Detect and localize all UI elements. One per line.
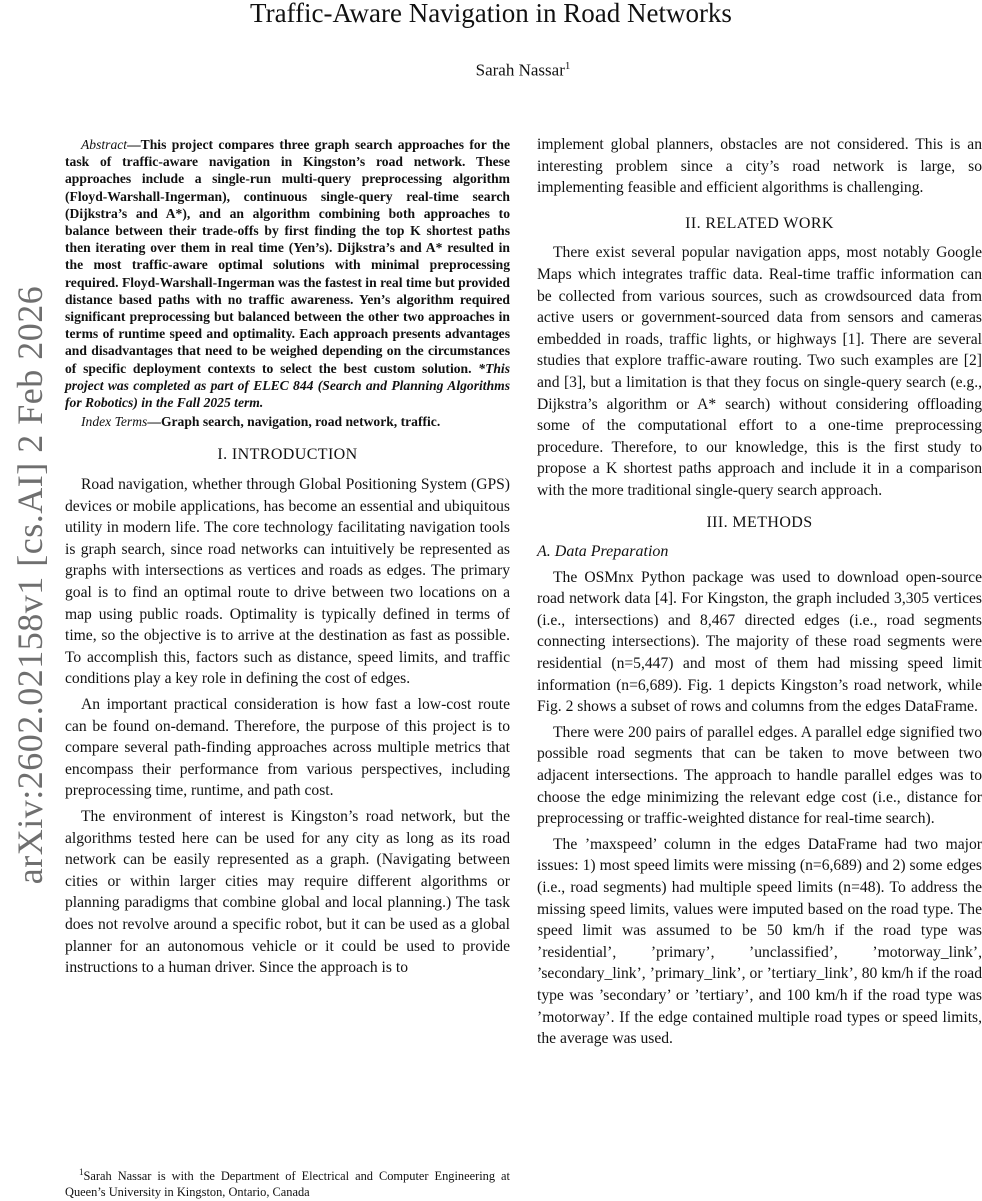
methods-paragraph: The ’maxspeed’ column in the edges DataFrame had two major issues: 1) most speed limits were missing (n=6,689) and 2) some edges (i.e., road segments) had multiple speed limits (n=48). To address the missing speed limits, values were imputed based on the road type. The speed limit was assumed to be 50 km/h if the road type was ’residential’, ’primary’, ’unclassified’, ’motorway_link’, ’secondary_link’, ’primary_link’, or ’tertiary_link’, 80 km/h if the road type was ’secondary’ or ’tertiary’, and 100 km/h if the road type was ’motorway’. If the edge contained multiple road types or speed limits, the average was used. <box>537 835 982 1048</box>
related-work-heading: II. RELATED WORK <box>685 214 834 232</box>
abstract-text: —This project compares three graph search approaches for the task of traffic-aware navigation in Kingston’s road network. These approaches include a single-run multi-query preprocessing algorithm (Floyd-Warshall-Ingerman), continuous single-query real-time search (Dijkstra’s and A*), and an algorithm combining both approaches to balance between their trade-offs by first finding the top K shortest paths then iterating over them in real time (Yen’s). Dijkstra’s and A* resulted in the most traffic-aware optimal solutions with minimal preprocessing required. Floyd-Warshall-Ingerman was the fastest in real time but provided distance based paths with no traffic awareness. Yen’s algorithm required significant preprocessing but balanced between the other two approaches in terms of runtime speed and optimality. Each approach presents advantages and disadvantages that need to be weighed depending on the circumstances of specific deployment contexts to select the best custom solution. <box>65 137 510 376</box>
intro-paragraph-continued: implement global planners, obstacles are not considered. This is an interesting problem since a city’s road network is large, so implementing feasible and efficient algorithms is challenging. <box>537 136 982 197</box>
author-footnote-mark: 1 <box>564 60 571 72</box>
arxiv-stamp-text: arXiv:2602.02158v1 [cs.AI] 2 Feb 2026 <box>10 285 50 885</box>
methods-paragraph: There were 200 pairs of parallel edges. A parallel edge signified two possible road segments that can be taken to move between two adjacent intersections. The approach to handle parallel edges was to choose the edge minimizing the relevant edge cost (i.e., distance for preprocessing or traffic-weighted distance for real-time search). <box>537 723 982 828</box>
intro-paragraph: An important practical consideration is how fast a low-cost route can be found on-demand. Therefore, the purpose of this project is to compare several path-finding approaches across multiple metrics that encompass their performance from various perspectives, including preprocessing time, runtime, and path cost. <box>65 695 510 800</box>
footnote-mark: 1 <box>79 1167 84 1177</box>
methods-paragraph: The OSMnx Python package was used to download open-source road network data [4]. For Kingston, the graph included 3,305 vertices (i.e., intersections) and 8,467 directed edges (i.e., road segments connecting intersections). The majority of these road segments were residential (n=5,447) and most of them had missing speed limit information (n=6,689). Fig. 1 depicts Kingston’s road network, while Fig. 2 shows a subset of rows and columns from the edges DataFrame. <box>537 568 982 716</box>
intro-paragraph: Road navigation, whether through Global Positioning System (GPS) devices or mobile applications, has become an essential and ubiquitous utility in modern life. The core technology facilitating navigation tools is graph search, since road networks can intuitively be represented as graphs with intersections as vertices and roads as edges. The primary goal is to find an optimal route to drive between two locations on a map using public roads. Optimality is typically defined in terms of time, so the objective is to arrive at the destination as fast as possible. To accomplish this, factors such as distance, speed limits, and traffic conditions play a key role in defining the cost of edges. <box>65 476 510 688</box>
author-name: Sarah Nassar <box>475 60 565 80</box>
left-column <box>65 136 510 983</box>
right-column <box>537 134 982 1054</box>
abstract-label: Abstract <box>81 137 128 152</box>
author-line <box>0 60 982 81</box>
index-terms-text: —Graph search, navigation, road network, traffic. <box>147 414 441 430</box>
intro-paragraph: The environment of interest is Kingston’s road network, but the algorithms tested here can be used for any city as long as its road network can be easily represented as a graph. (Navigating between cities or within larger cities may require different algorithms or planning paradigms that combine global and local planning.) The task does not revolve around a specific robot, but it can be used as a global planner for an autonomous vehicle or it could be used to provide instructions to a human driver. Since the approach is to <box>65 807 510 977</box>
intro-heading: I. INTRODUCTION <box>217 446 358 464</box>
index-terms <box>65 413 510 430</box>
abstract <box>65 136 510 411</box>
data-preparation-heading: A. Data Preparation <box>537 543 669 561</box>
related-work-paragraph: There exist several popular navigation apps, most notably Google Maps which integrates traffic data. Real-time traffic information can be collected from various sources, such as crowdsourced data from active users or government-sourced data from sensors and cameras embedded in roads, traffic lights, or highways [1]. There are several studies that explore traffic-aware routing. Two such examples are [2] and [3], but a limitation is that they focus on single-query search (e.g., Dijkstra’s algorithm or A* search) without considering offloading some of the computational effort to a one-time preprocessing procedure. Therefore, to our knowledge, this is the first study to propose a K shortest paths approach and include it in a comparison with the more traditional single-query search approach. <box>537 244 982 499</box>
abstract-note: *This project was completed as part of ELEC 844 (Search and Planning Algorithms for Robotics) in the Fall 2025 term. <box>65 360 510 411</box>
index-terms-label: Index Terms <box>81 414 148 430</box>
methods-heading: III. METHODS <box>706 513 813 531</box>
arxiv-stamp <box>0 280 60 890</box>
footnote-text: Sarah Nassar is with the Department of Electrical and Computer Engineering at Queen’s University in Kingston, Ontario, Canada <box>65 1169 510 1199</box>
footnote <box>65 1165 510 1201</box>
paper-title: Traffic-Aware Navigation in Road Networks <box>250 0 732 28</box>
